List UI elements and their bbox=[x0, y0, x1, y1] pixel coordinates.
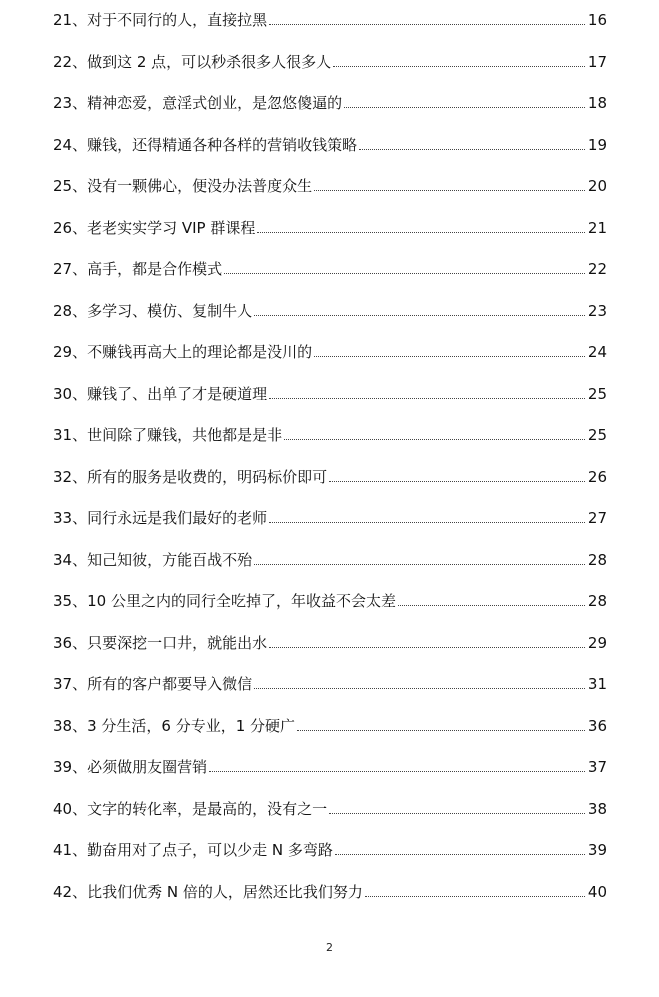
toc-entry[interactable] bbox=[53, 876, 607, 902]
dot-leader bbox=[344, 106, 585, 108]
toc-entry-title: 所有的服务是收费的，明码标价即可 bbox=[87, 467, 328, 486]
toc-entry-title: 做到这 2 点，可以秒杀很多人很多人 bbox=[87, 52, 332, 71]
dot-leader bbox=[269, 23, 585, 25]
toc-entry-title: 10 公里之内的同行全吃掉了，年收益不会太差 bbox=[87, 592, 396, 610]
toc-entry-title: 不赚钱再高大上的理论都是没川的 bbox=[87, 343, 313, 361]
toc-entry-title: 只要深挖一口井，就能出水 bbox=[87, 633, 268, 652]
dot-leader bbox=[269, 521, 585, 523]
toc-entry-number: 42、 bbox=[53, 882, 88, 901]
toc-entry[interactable] bbox=[53, 295, 607, 321]
toc-entry-page: 19 bbox=[587, 135, 607, 154]
dot-leader bbox=[314, 355, 585, 357]
toc-entry-title: 同行永远是我们最好的老师 bbox=[87, 509, 268, 527]
toc-entry-number: 38、 bbox=[53, 716, 88, 735]
toc-entry[interactable] bbox=[53, 502, 607, 528]
toc-entry-number: 21、 bbox=[53, 11, 88, 29]
toc-entry-number: 28、 bbox=[53, 301, 88, 320]
toc-entry-title: 老老实实学习 VIP 群课程 bbox=[87, 218, 256, 237]
toc-entry[interactable] bbox=[53, 585, 607, 611]
toc-entry-number: 29、 bbox=[53, 343, 88, 361]
toc-entry-page: 39 bbox=[587, 841, 607, 859]
toc-entry-page: 22 bbox=[587, 260, 607, 278]
dot-leader bbox=[269, 397, 585, 399]
toc-entry-number: 40、 bbox=[53, 799, 88, 818]
dot-leader bbox=[335, 853, 585, 855]
dot-leader bbox=[269, 646, 585, 648]
toc-entry-number: 36、 bbox=[53, 633, 88, 652]
dot-leader bbox=[359, 148, 585, 150]
toc-entry[interactable] bbox=[53, 834, 607, 860]
toc-entry[interactable] bbox=[53, 627, 607, 653]
toc-entry-number: 30、 bbox=[53, 384, 88, 403]
toc-entry-number: 35、 bbox=[53, 592, 88, 610]
toc-entry[interactable] bbox=[53, 336, 607, 362]
dot-leader bbox=[224, 272, 585, 274]
toc-entry-title: 3 分生活，6 分专业，1 分硬广 bbox=[87, 716, 296, 735]
dot-leader bbox=[365, 895, 585, 897]
dot-leader bbox=[257, 231, 585, 233]
toc-entry-title: 所有的客户都要导入微信 bbox=[87, 675, 253, 693]
toc-entry-page: 28 bbox=[587, 550, 607, 569]
dot-leader bbox=[297, 729, 585, 731]
toc-entry-page: 27 bbox=[587, 509, 607, 527]
toc-entry[interactable] bbox=[53, 461, 607, 487]
dot-leader bbox=[284, 438, 585, 440]
toc-entry[interactable] bbox=[53, 253, 607, 279]
toc-entry[interactable] bbox=[53, 129, 607, 155]
toc-entry-page: 40 bbox=[587, 882, 607, 901]
toc-entry-number: 26、 bbox=[53, 218, 88, 237]
toc-entry[interactable] bbox=[53, 544, 607, 570]
page-number: 2 bbox=[326, 941, 333, 954]
toc-entry-page: 25 bbox=[587, 384, 607, 403]
toc-entry-page: 18 bbox=[587, 94, 607, 112]
dot-leader bbox=[254, 563, 585, 565]
toc-entry-number: 32、 bbox=[53, 467, 88, 486]
toc-entry[interactable] bbox=[53, 419, 607, 445]
toc-entry-title: 对于不同行的人，直接拉黑 bbox=[87, 11, 268, 29]
toc-entry[interactable] bbox=[53, 378, 607, 404]
toc-entry[interactable] bbox=[53, 46, 607, 72]
toc-entry-page: 17 bbox=[587, 52, 607, 71]
toc-entry-number: 41、 bbox=[53, 841, 88, 859]
toc-entry-number: 33、 bbox=[53, 509, 88, 527]
toc-entry-title: 精神恋爱，意淫式创业，是忽悠傻逼的 bbox=[87, 94, 343, 112]
toc-entry-title: 必须做朋友圈营销 bbox=[87, 758, 208, 776]
toc-entry-page: 20 bbox=[587, 177, 607, 195]
toc-entry-page: 21 bbox=[587, 218, 607, 237]
toc-entry-title: 文字的转化率，是最高的，没有之一 bbox=[87, 799, 328, 818]
dot-leader bbox=[329, 812, 585, 814]
toc-entry-page: 31 bbox=[587, 675, 607, 693]
toc-entry[interactable] bbox=[53, 87, 607, 113]
toc-entry-title: 高手，都是合作模式 bbox=[87, 260, 223, 278]
dot-leader bbox=[209, 770, 585, 772]
toc-entry-number: 39、 bbox=[53, 758, 88, 776]
toc-entry-page: 37 bbox=[587, 758, 607, 776]
toc-entry-page: 36 bbox=[587, 716, 607, 735]
toc-entry-page: 25 bbox=[587, 426, 607, 444]
dot-leader bbox=[398, 604, 585, 606]
dot-leader bbox=[333, 65, 585, 67]
toc-entry-number: 25、 bbox=[53, 177, 88, 195]
toc-entry-page: 38 bbox=[587, 799, 607, 818]
toc-entry-title: 赚钱，还得精通各种各样的营销收钱策略 bbox=[87, 135, 358, 154]
toc-entry-title: 勤奋用对了点子，可以少走 N 多弯路 bbox=[87, 841, 333, 859]
dot-leader bbox=[254, 314, 585, 316]
toc-entry-number: 37、 bbox=[53, 675, 88, 693]
toc-entry-title: 赚钱了、出单了才是硬道理 bbox=[87, 384, 268, 403]
toc-entry-page: 16 bbox=[587, 11, 607, 29]
toc-entry-number: 31、 bbox=[53, 426, 88, 444]
toc-entry[interactable] bbox=[53, 4, 607, 30]
toc-entry-title: 世间除了赚钱，共他都是是非 bbox=[87, 426, 283, 444]
toc-entry-page: 29 bbox=[587, 633, 607, 652]
dot-leader bbox=[314, 189, 585, 191]
toc-entry[interactable] bbox=[53, 751, 607, 777]
toc-entry-page: 26 bbox=[587, 467, 607, 486]
toc-entry-number: 24、 bbox=[53, 135, 88, 154]
toc-entry-title: 多学习、模仿、复制牛人 bbox=[87, 301, 253, 320]
dot-leader bbox=[254, 687, 585, 689]
toc-entry-number: 34、 bbox=[53, 550, 88, 569]
toc-entry-page: 28 bbox=[587, 592, 607, 610]
dot-leader bbox=[329, 480, 585, 482]
toc-entry-number: 22、 bbox=[53, 52, 88, 71]
toc-entry-title: 知己知彼，方能百战不殆 bbox=[87, 550, 253, 569]
toc-entry[interactable] bbox=[53, 170, 607, 196]
toc-entry-page: 23 bbox=[587, 301, 607, 320]
toc-entry-page: 24 bbox=[587, 343, 607, 361]
toc-entry-number: 27、 bbox=[53, 260, 88, 278]
toc-entry[interactable] bbox=[53, 793, 607, 819]
toc-entry-title: 没有一颗佛心，便没办法普度众生 bbox=[87, 177, 313, 195]
toc-entry[interactable] bbox=[53, 710, 607, 736]
toc-entry-title: 比我们优秀 N 倍的人，居然还比我们努力 bbox=[87, 882, 363, 901]
toc-entry[interactable] bbox=[53, 668, 607, 694]
toc-entry-number: 23、 bbox=[53, 94, 88, 112]
toc-entry[interactable] bbox=[53, 212, 607, 238]
